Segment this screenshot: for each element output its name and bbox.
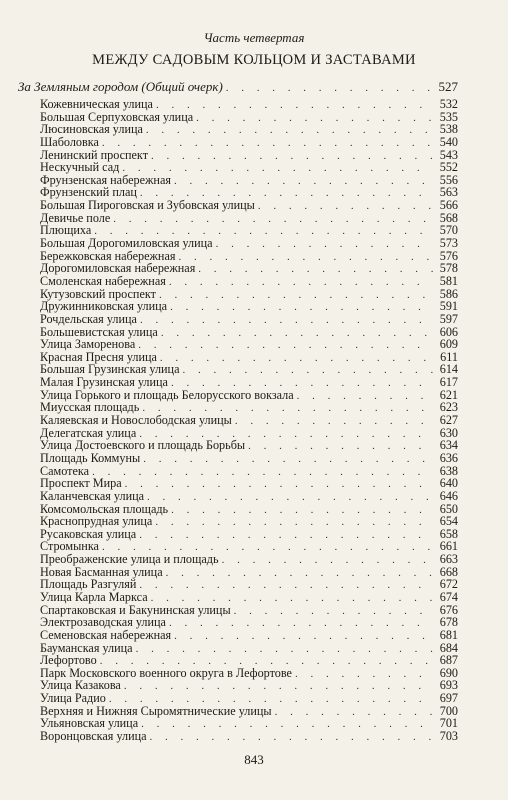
- dot-leader: [124, 680, 433, 693]
- dot-leader: [125, 478, 433, 491]
- toc-entry: [40, 629, 458, 642]
- toc-entry-page: 627: [439, 413, 458, 428]
- toc-entry-page: 609: [439, 337, 458, 352]
- toc-entry-title: Большая Пироговская и Зубовская улицы: [40, 198, 255, 213]
- toc-entry: [40, 338, 458, 351]
- toc-entry-page: 573: [439, 236, 458, 251]
- toc-entry-page: 540: [439, 134, 458, 149]
- toc-entry-page: 566: [439, 198, 458, 213]
- toc-entry-title: Преображенские улица и площадь: [40, 552, 219, 567]
- dot-leader: [178, 251, 433, 264]
- toc-entry-title: Новая Басманная улица: [40, 564, 163, 579]
- toc-entry-title: Большая Дорогомиловская улица: [40, 236, 213, 251]
- dot-leader: [156, 99, 433, 112]
- toc-entry-title: Делегатская улица: [40, 425, 137, 440]
- toc-entry-title: За Земляным городом (Общий очерк): [18, 79, 223, 94]
- toc-entry-page: 568: [439, 210, 458, 225]
- toc-entry-page: 621: [439, 387, 458, 402]
- dot-leader: [143, 453, 433, 466]
- toc-entry: [40, 654, 458, 667]
- dot-leader: [139, 529, 433, 542]
- toc-entry-page: 614: [439, 362, 458, 377]
- toc-entry-page: 563: [439, 185, 458, 200]
- dot-leader: [113, 213, 433, 226]
- toc-entry-page: 623: [439, 400, 458, 415]
- toc-entry-page: 678: [439, 615, 458, 630]
- dot-leader: [151, 150, 433, 163]
- toc-entry: [40, 300, 458, 313]
- dot-leader: [102, 137, 433, 150]
- toc-entry-title: Фрунзенский плац: [40, 185, 137, 200]
- dot-leader: [174, 630, 433, 643]
- toc-entry-title: Рочдельская улица: [40, 311, 137, 326]
- toc-entry-page: 570: [439, 223, 458, 238]
- toc-entry-title: Каляевская и Новослободская улицы: [40, 413, 232, 428]
- toc-entry-page: 611: [440, 349, 458, 364]
- dot-leader: [166, 567, 433, 580]
- toc-entry: [40, 136, 458, 149]
- toc-entry: [40, 730, 458, 743]
- toc-entry-page: 578: [439, 261, 458, 276]
- toc-entry-page: 646: [439, 488, 458, 503]
- toc-entry-title: Спартаковская и Бакунинская улицы: [40, 602, 231, 617]
- toc-entry: [40, 212, 458, 225]
- toc-entry: [40, 553, 458, 566]
- toc-entry-title: Ленинский проспект: [40, 147, 149, 162]
- dot-leader: [150, 731, 433, 744]
- toc-entry-page: 606: [439, 324, 458, 339]
- section-heading: МЕЖДУ САДОВЫМ КОЛЬЦОМ И ЗАСТАВАМИ: [92, 52, 416, 68]
- toc-entry-page: 658: [439, 526, 458, 541]
- toc-entry: [40, 515, 458, 528]
- dot-leader: [198, 263, 433, 276]
- toc-entry-page: 617: [439, 375, 458, 390]
- toc-entry-title: Площадь Разгуляй: [40, 577, 137, 592]
- toc-entry: [40, 528, 458, 541]
- toc-entry-title: Красная Пресня улица: [40, 349, 157, 364]
- toc-entry: [40, 237, 458, 250]
- toc-entry-page: 535: [439, 109, 458, 124]
- toc-entry-page: 663: [439, 552, 458, 567]
- toc-entry-title: Комсомольская площадь: [40, 501, 169, 516]
- toc-entry: [40, 376, 458, 389]
- toc-entry-page: 527: [438, 79, 458, 94]
- toc-entry-title: Миусская площадь: [40, 400, 140, 415]
- toc-entry-page: 690: [439, 665, 458, 680]
- toc-entry-page: 650: [439, 501, 458, 516]
- toc-overview-entry: [18, 79, 458, 95]
- toc-entry-title: Улица Заморенова: [40, 337, 136, 352]
- toc-entry-title: Площадь Коммуны: [40, 450, 141, 465]
- toc-entry-page: 586: [439, 286, 458, 301]
- toc-entry-page: 700: [439, 703, 458, 718]
- toc-entry-page: 552: [439, 160, 458, 175]
- toc-entry-page: 681: [439, 627, 458, 642]
- dot-leader: [171, 504, 433, 517]
- dot-leader: [174, 175, 433, 188]
- dot-leader: [146, 124, 433, 137]
- toc-entry-title: Шаболовка: [40, 134, 99, 149]
- part-heading: Часть четвертая: [203, 30, 305, 45]
- dot-leader: [248, 440, 433, 453]
- toc-entry-title: Улица Достоевского и площадь Борьбы: [40, 438, 246, 453]
- toc-entry: [40, 591, 458, 604]
- toc-entry-page: 591: [439, 299, 458, 314]
- toc-entry-title: Парк Московского военного округа в Лефортове: [40, 665, 292, 680]
- dot-leader: [136, 643, 433, 656]
- dot-leader: [160, 352, 433, 365]
- toc-entry-title: Верхняя и Нижняя Сыромятнические улицы: [40, 703, 272, 718]
- dot-leader: [216, 238, 433, 251]
- toc-entry-title: Электрозаводская улица: [40, 615, 166, 630]
- dot-leader: [235, 415, 433, 428]
- toc-entry-page: 638: [439, 463, 458, 478]
- page-number: 843: [244, 752, 264, 767]
- toc-entry-title: Стромынка: [40, 539, 99, 554]
- dot-leader: [161, 327, 433, 340]
- toc-entry-title: Кутузовский проспект: [40, 286, 156, 301]
- toc-entry-page: 684: [439, 640, 458, 655]
- toc-entry-page: 576: [439, 248, 458, 263]
- toc-entry-page: 538: [439, 122, 458, 137]
- toc-entry-title: Краснопрудная улица: [40, 514, 153, 529]
- toc-entry-title: Улица Казакова: [40, 678, 121, 693]
- toc-entry-page: 672: [439, 577, 458, 592]
- toc-entry-title: Фрунзенская набережная: [40, 172, 171, 187]
- toc-entry-page: 634: [439, 438, 458, 453]
- toc-entry: [40, 123, 458, 136]
- toc-entry-page: 654: [439, 514, 458, 529]
- toc-entry-title: Смоленская набережная: [40, 273, 166, 288]
- toc-entry-title: Большевистская улица: [40, 324, 158, 339]
- toc-entry-page: 693: [439, 678, 458, 693]
- toc-entry-title: Девичье поле: [40, 210, 111, 225]
- toc-entry-title: Дорогомиловская набережная: [40, 261, 196, 276]
- toc-entry-page: 581: [439, 273, 458, 288]
- toc-entry-title: Русаковская улица: [40, 526, 137, 541]
- toc-entry-page: 668: [439, 564, 458, 579]
- toc-entry-title: Большая Серпуховская улица: [40, 109, 194, 124]
- toc-entry-page: 687: [439, 653, 458, 668]
- toc-entry-page: 640: [439, 476, 458, 491]
- dot-leader: [141, 718, 433, 731]
- toc-list: [40, 98, 458, 743]
- toc-entry-title: Проспект Мира: [40, 476, 122, 491]
- toc-entry-page: 636: [439, 450, 458, 465]
- dot-leader: [196, 112, 433, 125]
- toc-entry: [40, 452, 458, 465]
- toc-entry-title: Воронцовская улица: [40, 729, 147, 744]
- toc-entry: [40, 692, 458, 705]
- toc-entry-title: Люсиновская улица: [40, 122, 143, 137]
- toc-entry: [40, 98, 458, 111]
- dot-leader: [155, 516, 433, 529]
- toc-entry: [40, 414, 458, 427]
- dot-leader: [169, 617, 433, 630]
- toc-entry-title: Малая Грузинская улица: [40, 375, 168, 390]
- toc-entry-title: Ульяновская улица: [40, 716, 139, 731]
- dot-leader: [222, 554, 433, 567]
- toc-entry: [40, 275, 458, 288]
- toc-entry-title: Самотека: [40, 463, 90, 478]
- toc-entry-page: 597: [439, 311, 458, 326]
- toc-entry-title: Большая Грузинская улица: [40, 362, 180, 377]
- toc-entry-page: 532: [439, 97, 458, 111]
- dot-leader: [297, 390, 433, 403]
- toc-entry-title: Каланчевская улица: [40, 488, 145, 503]
- dot-leader: [159, 289, 433, 302]
- toc-entry: [40, 313, 458, 326]
- toc-entry-title: Кожевническая улица: [40, 97, 153, 111]
- toc-entry: [40, 616, 458, 629]
- toc-entry-page: 701: [439, 716, 458, 731]
- toc-entry-page: 674: [439, 589, 458, 604]
- toc-entry-page: 630: [439, 425, 458, 440]
- dot-leader: [258, 200, 433, 213]
- dot-leader: [139, 579, 433, 592]
- toc-entry-page: 703: [439, 729, 458, 744]
- toc-entry-title: Улица Радио: [40, 691, 106, 706]
- toc-entry: [40, 477, 458, 490]
- toc-entry-title: Семеновская набережная: [40, 627, 172, 642]
- toc-entry-title: Лефортово: [40, 653, 97, 668]
- dot-leader: [275, 706, 433, 719]
- dot-leader: [147, 491, 433, 504]
- toc-entry-title: Нескучный сад: [40, 160, 120, 175]
- toc-entry: [40, 490, 458, 503]
- toc-entry-title: Плющиха: [40, 223, 92, 238]
- dot-leader: [169, 276, 433, 289]
- toc-entry-title: Улица Горького и площадь Белорусского вокзала: [40, 387, 294, 402]
- dot-leader: [182, 364, 433, 377]
- toc-entry-page: 556: [439, 172, 458, 187]
- toc-entry-title: Бауманская улица: [40, 640, 133, 655]
- toc-entry-title: Бережковская набережная: [40, 248, 176, 263]
- dot-leader: [170, 301, 433, 314]
- dot-leader: [92, 466, 433, 479]
- dot-leader: [234, 605, 433, 618]
- toc-entry-page: 676: [439, 602, 458, 617]
- toc-entry: [40, 199, 458, 212]
- toc-entry-page: 543: [439, 147, 458, 162]
- dot-leader: [138, 339, 433, 352]
- toc-entry-title: Улица Карла Маркса: [40, 589, 148, 604]
- dot-leader: [295, 668, 433, 681]
- toc-entry: [40, 642, 458, 655]
- toc-entry-page: 697: [439, 691, 458, 706]
- toc-entry-title: Дружинниковская улица: [40, 299, 168, 314]
- toc-entry: [40, 161, 458, 174]
- dot-leader: [140, 314, 433, 327]
- dot-leader: [226, 82, 433, 94]
- toc-entry-page: 661: [439, 539, 458, 554]
